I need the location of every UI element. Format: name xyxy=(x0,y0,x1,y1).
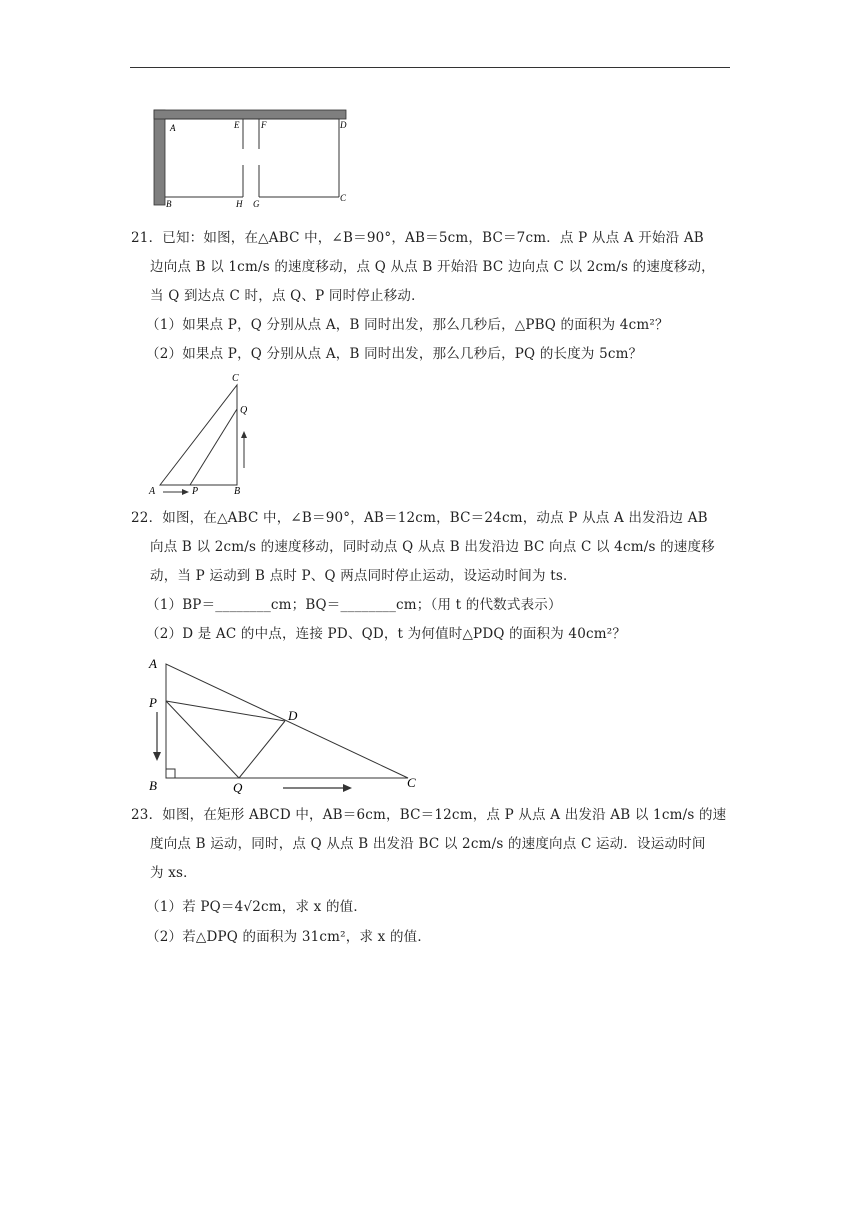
q21-part-2: （2）如果点 P，Q 分别从点 A，B 同时出发，那么几秒后，PQ 的长度为 5cm？ xyxy=(146,346,643,362)
q21-line-3: 当 Q 到达点 C 时，点 Q、P 同时停止移动． xyxy=(150,288,425,304)
q23-line-3: 为 xs． xyxy=(150,865,197,881)
header-rule xyxy=(130,67,730,68)
q22-part-2: （2）D 是 AC 的中点，连接 PD、QD，t 为何值时△PDQ 的面积为 40cm²？ xyxy=(146,626,627,642)
label-F: F xyxy=(261,120,267,130)
q21-line-1: 21．已知：如图，在△ABC 中，∠B＝90°，AB＝5cm，BC＝7cm．点 P 从点 A 开始沿 AB xyxy=(131,230,704,246)
q23-line-2: 度向点 B 运动，同时，点 Q 从点 B 出发沿 BC 以 2cm/s 的速度向点 C 运动．设运动时间 xyxy=(150,836,706,852)
label-G: G xyxy=(253,199,260,209)
q21-part-1: （1）如果点 P，Q 分别从点 A，B 同时出发，那么几秒后，△PBQ 的面积为 4cm²？ xyxy=(146,317,669,333)
q23-line-1: 23．如图，在矩形 ABCD 中，AB＝6cm，BC＝12cm，点 P 从点 A 出发沿 AB 以 1cm/s 的速 xyxy=(131,807,727,823)
label-C: C xyxy=(232,373,239,384)
q22-line-2: 向点 B 以 2cm/s 的速度移动，同时动点 Q 从点 B 出发沿边 BC 向点 C 以 4cm/s 的速度移 xyxy=(150,539,715,555)
fence-figure xyxy=(150,105,360,209)
q22-part-1: （1）BP＝________cm；BQ＝________cm；（用 t 的代数式表示） xyxy=(146,597,562,613)
label-A: A xyxy=(149,486,156,497)
label-B: B xyxy=(149,778,157,793)
label-C: C xyxy=(340,193,347,203)
label-A: A xyxy=(149,656,157,671)
q21-triangle-figure xyxy=(145,370,260,500)
q21-line-2: 边向点 B 以 1cm/s 的速度移动，点 Q 从点 B 开始沿 BC 边向点 C 以 2cm/s 的速度移动， xyxy=(150,259,715,275)
q23-part-2: （2）若△DPQ 的面积为 31cm²，求 x 的值． xyxy=(146,929,432,945)
label-D: D xyxy=(288,708,298,723)
q22-triangle-figure xyxy=(145,652,425,797)
label-B: B xyxy=(234,486,241,497)
q23-part-1: （1）若 PQ＝4√2cm，求 x 的值． xyxy=(146,899,368,915)
label-B: B xyxy=(166,199,172,209)
label-D: D xyxy=(340,120,347,130)
label-Q: Q xyxy=(240,405,248,416)
label-P: P xyxy=(192,486,199,497)
q22-line-3: 动，当 P 运动到 B 点时 P、Q 两点同时停止运动，设运动时间为 ts． xyxy=(150,568,577,584)
label-P: P xyxy=(149,695,157,710)
label-Q: Q xyxy=(233,780,243,795)
label-H: H xyxy=(236,199,243,209)
label-E: E xyxy=(234,120,240,130)
label-C: C xyxy=(407,775,416,790)
label-A: A xyxy=(170,123,176,133)
q22-line-1: 22．如图，在△ABC 中，∠B＝90°，AB＝12cm，BC＝24cm，动点 P 从点 A 出发沿边 AB xyxy=(131,510,708,526)
